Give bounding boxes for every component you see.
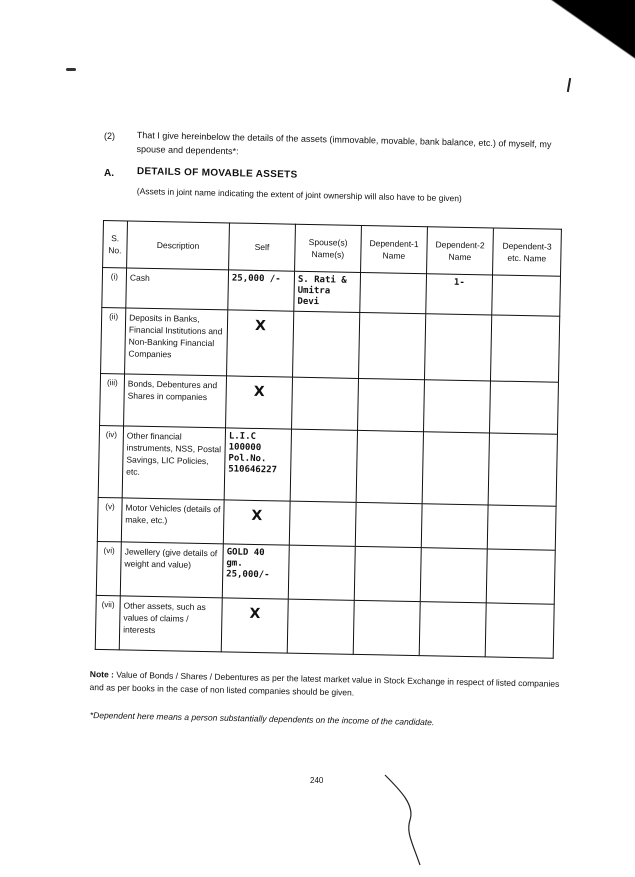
table-row [100,373,559,434]
cell-spouse [292,377,359,430]
cell-sno: (vi) [96,541,121,595]
cell-self [226,376,293,429]
item-text: That I give hereinbelow the details of the assets (immovable, movable, bank balance, etc.) of myself, my spouse and dependents*: [136,129,552,157]
cell-dependent-2 [424,314,491,381]
cell-description: Bonds, Debentures and Shares in companies [124,374,227,428]
header-spouse: Spouse(s) Name(s) [295,224,362,272]
cell-spouse [288,545,355,600]
cell-dependent-3 [487,505,556,550]
cell-dependent-1 [359,312,426,379]
cross-mark: X [251,507,263,525]
table-row [101,307,560,382]
footnote: *Dependent here means a person substantially dependents on the income of the candidate. [89,709,435,728]
cell-dependent-3 [489,381,558,434]
item-number: (2) [104,131,115,141]
table-row [95,595,554,658]
header-self: Self [229,223,296,271]
cell-spouse [293,311,360,378]
cell-dependent-2 [419,602,486,657]
cell-description: Other assets, such as values of claims / interests [119,596,222,652]
cell-self: GOLD 40 gm. 25,000/- [222,544,289,599]
cell-dependent-3 [492,275,561,316]
cell-dependent-2 [422,432,489,505]
cell-dependent-1 [358,378,425,431]
cell-sno: (iv) [98,425,123,497]
note [89,668,569,704]
cell-dependent-2 [421,504,488,549]
section-letter: A. [104,168,114,179]
scan-speck [66,68,76,71]
cell-sno: (v) [97,497,122,541]
header-dependent-3: Dependent-3 etc. Name [493,228,562,276]
header-dependent-1: Dependent-1 Name [361,225,428,273]
cell-dependent-1 [353,600,420,655]
cell-spouse [290,429,357,502]
header-description: Description [127,221,230,270]
table-row [96,541,555,604]
cell-spouse: S. Rati & Umitra Devi [294,271,361,312]
cell-sno: (i) [102,268,127,308]
cell-description: Other financial instruments, NSS, Postal Savings, LIC Policies, etc. [122,426,225,500]
cross-mark: X [249,605,261,623]
cell-description: Motor Vehicles (details of make, etc.) [121,498,224,544]
header-dependent-2: Dependent-2 Name [427,227,494,275]
note-text: Value of Bonds / Shares / Debentures as per the latest market value in Stock Exchange in respect of listed companies and as per books in the case of non listed companies should be given. [89,669,560,698]
cell-self [223,500,290,545]
page-number: 240 [310,776,324,785]
cell-description: Cash [126,268,229,310]
header-sno: S. No. [103,221,128,268]
cell-dependent-1 [355,502,422,547]
movable-assets-table [95,220,562,659]
cell-dependent-1 [360,272,427,313]
cell-sno: (vii) [95,595,120,649]
cell-dependent-1 [356,430,423,503]
cell-spouse [289,501,356,546]
cross-mark: X [254,317,267,335]
cell-dependent-3 [488,433,557,506]
cell-spouse [287,599,354,654]
cell-dependent-2 [423,380,490,433]
cell-self: L.I.C 100000 Pol.No. 510646227 [224,428,291,501]
cell-self: 25,000 /- [228,270,295,311]
cell-dependent-1 [354,546,421,601]
cell-description: Deposits in Banks, Financial Institutions and Non-Banking Financial Companies [125,308,228,376]
section-subtitle: (Assets in joint name indicating the extent of joint ownership will also have to be given) [136,185,462,204]
cell-sno: (ii) [101,307,126,373]
cell-dependent-3 [490,315,559,382]
table-row [98,425,557,506]
section-title: DETAILS OF MOVABLE ASSETS [136,166,298,181]
cross-mark: X [253,383,265,401]
cell-self [221,598,288,653]
cell-description: Jewellery (give details of weight and value) [120,542,223,598]
cell-dependent-3 [486,549,555,604]
cell-sno: (iii) [100,373,125,425]
note-label: Note : [89,668,115,680]
cell-dependent-3 [485,603,554,658]
pen-stroke-mark [380,770,440,870]
cell-dependent-2 [420,548,487,603]
cell-dependent-2: 1- [426,274,493,315]
assets-table-wrap [95,220,561,659]
cell-self [227,310,294,377]
scan-shadow [540,0,635,125]
